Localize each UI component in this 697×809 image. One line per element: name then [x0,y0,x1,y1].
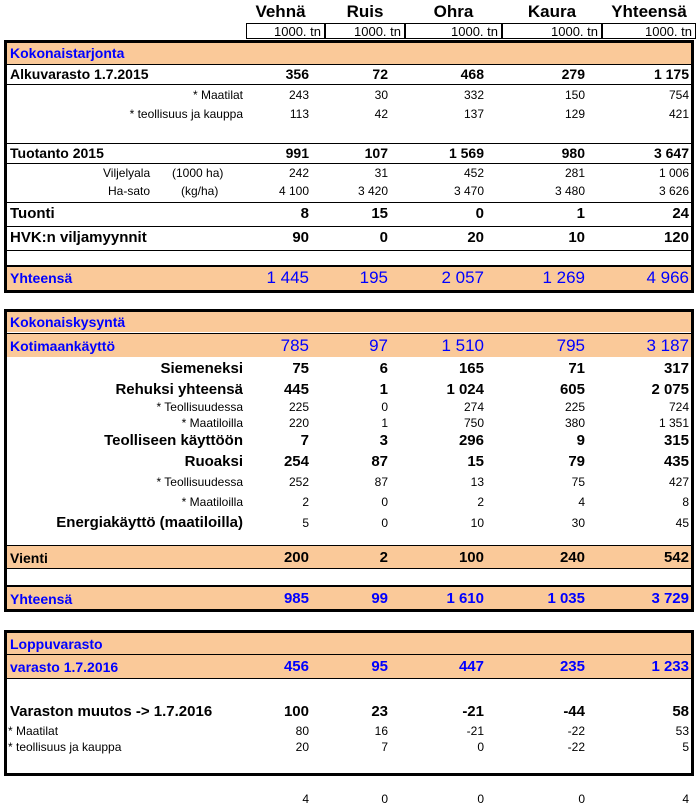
cell: 985 [283,590,309,607]
cell: 24 [672,205,689,222]
cell: 137 [463,107,484,121]
divider [7,143,691,144]
cell: 99 [371,590,388,607]
cell: 6 [379,360,388,377]
cell: 3 [379,432,388,449]
cell: 75 [292,360,309,377]
cell: 71 [568,360,585,377]
row-label: * teollisuus ja kauppa [8,740,122,754]
cell: 754 [668,88,689,102]
footer-cell: 0 [477,792,484,806]
supply-total-band [7,267,691,290]
col-header-ruis: Ruis [346,2,384,21]
cell: 195 [359,268,388,287]
cell: 605 [559,381,585,398]
cell: 58 [672,703,689,720]
cell: 3 470 [453,184,484,198]
cell: 31 [374,166,388,180]
cell: 220 [288,416,309,430]
cell: 1 351 [658,416,689,430]
cell: -22 [567,740,585,754]
cell: -22 [567,724,585,738]
demand-total-label: Yhteensä [10,591,73,607]
row-label: Tuotanto 2015 [10,145,104,161]
stock-label: varasto 1.7.2016 [10,659,119,675]
cell: 5 [302,516,309,530]
row-label: * Maatilat [192,88,243,102]
row-label: Ruoaksi [184,453,243,470]
cell: 3 729 [651,590,689,607]
demand-total-band [7,587,691,609]
col-header-yhteensa: Yhteensä [611,2,687,21]
cell: 1 233 [651,658,689,675]
footer-cell: 0 [381,792,388,806]
cell: 3 626 [658,184,689,198]
row-label: Tuonti [10,205,55,222]
cell: 1 175 [653,66,689,82]
divider [7,226,691,227]
cell: 1 [379,381,388,398]
divider [7,678,691,679]
cell: 87 [371,453,388,470]
cell: 317 [663,360,689,377]
cell: 356 [285,66,309,82]
cell: -21 [462,703,484,720]
cell: 0 [379,229,388,246]
cell: 10 [568,229,585,246]
cell: 87 [374,475,388,489]
cell: 15 [467,453,484,470]
ending-title: Loppuvarasto [10,636,103,652]
cell: 750 [463,416,484,430]
cell: 0 [381,400,388,414]
cell: 4 100 [278,184,309,198]
cell: 165 [458,360,484,377]
cell: 30 [571,516,585,530]
cell: 7 [300,432,309,449]
cell: 1 035 [547,590,585,607]
cell: 3 480 [554,184,585,198]
cell: 3 647 [653,145,689,161]
cell: 72 [372,66,388,82]
cell: 380 [564,416,585,430]
cell: 427 [668,475,689,489]
row-label: * teollisuus ja kauppa [129,107,243,121]
unit-label: 1000. tn [405,23,502,39]
cell: 724 [668,400,689,414]
row-label: * Teollisuudessa [156,400,243,414]
row-label: * Maatilat [8,724,59,738]
cell: 90 [292,229,309,246]
row-label: Alkuvarasto 1.7.2015 [10,66,149,82]
cell: 1 610 [446,590,484,607]
cell: 435 [663,453,689,470]
cell: 120 [663,229,689,246]
cell: 1 006 [658,166,689,180]
cell: 332 [463,88,484,102]
cell: 281 [564,166,585,180]
cell: 0 [477,740,484,754]
row-label: * Maatiloilla [181,416,243,430]
cell: 8 [300,205,309,222]
cell: 107 [364,145,388,161]
divider [7,568,691,569]
row-label: * Teollisuudessa [156,475,243,489]
cell: 4 966 [646,268,689,287]
cell: 45 [675,516,689,530]
cell: 5 [682,740,689,754]
cell: 235 [559,658,585,675]
cell: -21 [466,724,484,738]
ending-title-band [7,633,691,654]
cell: 23 [371,703,388,720]
cell: 0 [475,205,484,222]
cell: 200 [283,549,309,566]
cell: 75 [571,475,585,489]
cell: 1 569 [448,145,484,161]
cell: 980 [561,145,585,161]
cell: 445 [283,381,309,398]
cell: 150 [564,88,585,102]
export-band [7,546,691,568]
row-label: * Maatiloilla [181,495,243,509]
row-unit: (1000 ha) [172,166,224,180]
cell: 421 [668,107,689,121]
cell: 97 [369,336,388,355]
cell: 542 [663,549,689,566]
cell: 240 [559,549,585,566]
cell: 4 [578,495,585,509]
cell: 0 [381,516,388,530]
cell: 785 [280,336,309,355]
row-label: Ha-sato [108,184,151,198]
cell: 42 [374,107,388,121]
cell: 1 269 [542,268,585,287]
unit-label: 1000. tn [246,23,325,39]
cell: 1 [381,416,388,430]
row-label: Siemeneksi [160,360,243,377]
row-label: Teolliseen käyttöön [104,432,243,449]
cell: 113 [289,107,309,121]
cell: 79 [568,453,585,470]
cell: 13 [470,475,484,489]
cell: 2 075 [651,381,689,398]
cell: 0 [381,495,388,509]
row-label: Energiakäyttö (maatiloilla) [56,514,243,531]
cell: 991 [285,145,309,161]
cell: 7 [381,740,388,754]
supply-title: Kokonaistarjonta [10,45,125,61]
cell: 95 [371,658,388,675]
cell: 1 445 [266,268,309,287]
cell: 100 [458,549,484,566]
cell: 20 [295,740,309,754]
unit-label: 1000. tn [602,23,696,39]
cell: 3 187 [646,336,689,355]
divider [7,202,691,203]
divider [7,163,691,164]
cell: 254 [283,453,309,470]
cell: 1 510 [441,336,484,355]
cell: 315 [663,432,689,449]
cell: 2 [477,495,484,509]
col-header-ohra: Ohra [433,2,474,21]
unit-label: 1000. tn [502,23,602,39]
cell: 1 024 [446,381,484,398]
cell: 30 [374,88,388,102]
cell: 468 [460,66,484,82]
unit-label: 1000. tn [325,23,405,39]
col-header-vehna: Vehnä [255,2,306,21]
footer-cell: 4 [302,792,309,806]
cell: 2 [302,495,309,509]
cell: 274 [463,400,484,414]
cell: 279 [561,66,585,82]
change-label: Varaston muutos -> 1.7.2016 [10,703,213,720]
cell: 20 [467,229,484,246]
cell: 795 [556,336,585,355]
cell: 242 [288,166,309,180]
cell: 225 [288,400,309,414]
cell: 15 [371,205,388,222]
cell: 129 [564,107,585,121]
cell: 16 [374,724,388,738]
cell: 53 [675,724,689,738]
cell: 9 [576,432,585,449]
row-label: Viljelyala [103,166,151,180]
row-label: HVK:n viljamyynnit [10,229,147,246]
cell: 452 [463,166,484,180]
col-header-kaura: Kaura [527,2,577,21]
supply-total-label: Yhteensä [10,270,73,286]
cell: 8 [682,495,689,509]
domestic-label: Kotimaankäyttö [10,338,116,354]
cell: 252 [288,475,309,489]
divider [7,64,691,65]
cell: 10 [470,516,484,530]
cell: 447 [458,658,484,675]
cell: 100 [283,703,309,720]
cell: 225 [564,400,585,414]
cell: 3 420 [357,184,388,198]
cell: 2 [379,549,388,566]
divider [7,84,691,85]
divider [7,250,691,251]
export-label: Vienti [10,550,48,566]
footer-cell: 0 [578,792,585,806]
cell: 243 [288,88,309,102]
cell: 296 [458,432,484,449]
cell: 2 057 [441,268,484,287]
cell: -44 [563,703,585,720]
demand-title: Kokonaiskysyntä [10,314,126,330]
cell: 456 [283,658,309,675]
cell: 80 [295,724,309,738]
footer-cell: 4 [682,792,689,806]
cell: 1 [576,205,585,222]
row-unit: (kg/ha) [181,184,219,198]
row-label: Rehuksi yhteensä [115,381,243,398]
